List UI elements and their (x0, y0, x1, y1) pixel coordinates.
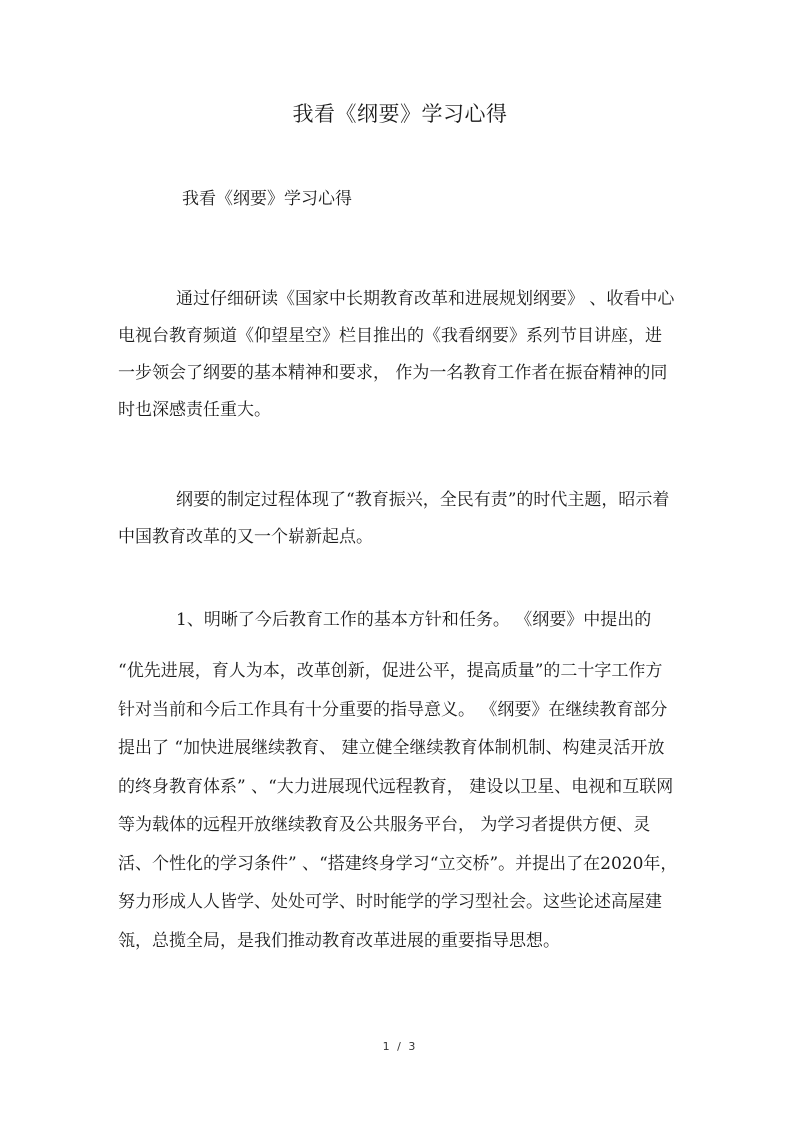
page-number: 1 / 3 (382, 1040, 418, 1053)
paragraph-theme: 纲要的制定过程体现了“教育振兴，全民有责”的时代主题，昭示着中国教育改革的又一个崭新起点。 (118, 490, 670, 547)
paragraph-point-1-heading: 1、明晰了今后教育工作的基本方针和任务。 《纲要》中提出的 (176, 610, 652, 630)
paragraph-point-1-body: “优先进展，育人为本，改革创新，促进公平，提高质量”的二十字工作方针对当前和今后工作具有十分重要的指导意义。 《纲要》在继续教育部分提出了 “加快进展继续教育、 建立健全继续教育体制机制、构建灵活开放的终身教育体系” 、“大力进展现代远程教育， 建设以卫星、电视和互联网等为载体的远程开放继续教育及公共服务平台， 为学习者提供方便、灵活、个性化的学习条件” 、“搭建终身学习“立交桥”。并提出了在2020年，努力形成人人皆学、处处可学、时时能学的学习型社会。这些论述高屋建瓴，总揽全局，是我们推动教育改革进展的重要指导思想。 (118, 661, 678, 951)
document-title: 我看《纲要》学习心得 (292, 102, 508, 126)
paragraph-intro: 通过仔细研读《国家中长期教育改革和进展规划纲要》 、收看中心电视台教育频道《仰望星空》栏目推出的《我看纲要》系列节目讲座，进一步领会了纲要的基本精神和要求， 作为一名教育工作者在振奋精神的同时也深感责任重大。 (118, 289, 675, 420)
document-subtitle: 我看《纲要》学习心得 (182, 189, 352, 209)
